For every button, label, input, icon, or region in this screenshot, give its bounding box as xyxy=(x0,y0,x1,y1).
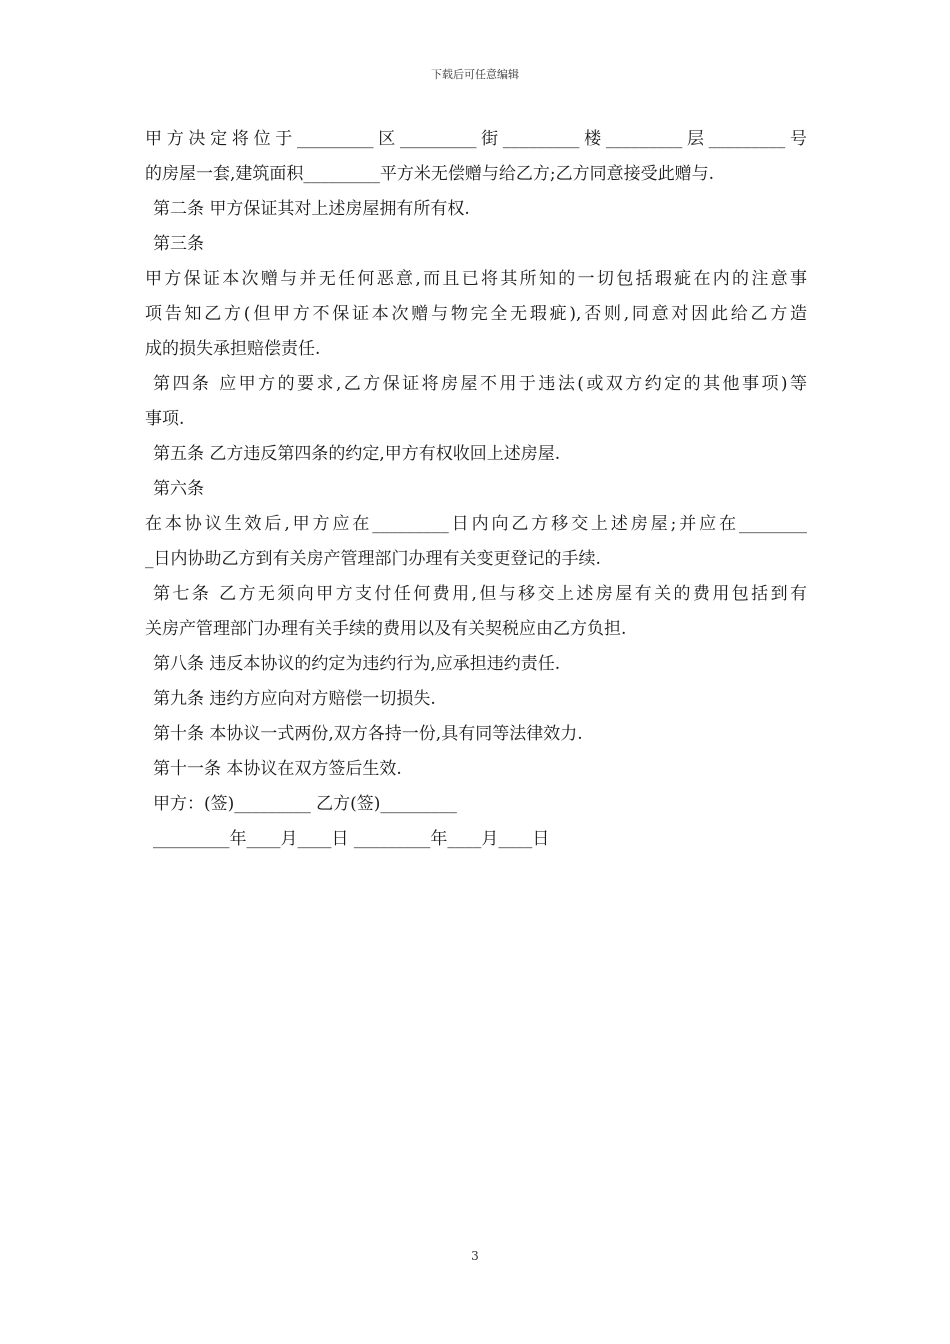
clause-line: 第八条 违反本协议的约定为违约行为,应承担违约责任. xyxy=(153,654,561,674)
clause-line: 第十一条 本协议在双方签后生效. xyxy=(153,759,402,779)
document-body xyxy=(145,122,807,857)
clause-line: 第四条 应甲方的要求,乙方保证将房屋不用于违法(或双方约定的其他事项)等 xyxy=(153,374,807,394)
page-header: 下载后可任意编辑 xyxy=(431,68,519,81)
clause-heading: 第三条 xyxy=(153,234,204,254)
paragraph-line: 的房屋一套,建筑面积_________平方米无偿赠与给乙方;乙方同意接受此赠与. xyxy=(145,164,715,184)
clause-line: 第五条 乙方违反第四条的约定,甲方有权收回上述房屋. xyxy=(153,444,561,464)
paragraph-line: 成的损失承担赔偿责任. xyxy=(145,339,321,359)
clause-line: 第九条 违约方应向对方赔偿一切损失. xyxy=(153,689,436,709)
date-line: _________年____月____日 _________年____月____日 xyxy=(153,829,550,849)
clause-line: 第二条 甲方保证其对上述房屋拥有所有权. xyxy=(153,199,470,219)
paragraph-line: 项告知乙方(但甲方不保证本次赠与物完全无瑕疵),否则,同意对因此给乙方造 xyxy=(145,304,807,324)
clause-line: 第十条 本协议一式两份,双方各持一份,具有同等法律效力. xyxy=(153,724,583,744)
paragraph-line: 在本协议生效后,甲方应在_________日内向乙方移交上述房屋;并应在________ xyxy=(145,514,807,534)
paragraph-line: 甲方保证本次赠与并无任何恶意,而且已将其所知的一切包括瑕疵在内的注意事 xyxy=(145,269,807,289)
page-number: 3 xyxy=(471,1249,479,1263)
paragraph-line: 关房产管理部门办理有关手续的费用以及有关契税应由乙方负担. xyxy=(145,619,627,639)
clause-heading: 第六条 xyxy=(153,479,204,499)
clause-line: 第七条 乙方无须向甲方支付任何费用,但与移交上述房屋有关的费用包括到有 xyxy=(153,584,807,604)
signature-line: 甲方：(签)_________ 乙方(签)_________ xyxy=(153,794,457,814)
paragraph-line: 甲方决定将位于_________区_________街_________楼_________层_________号 xyxy=(145,129,807,149)
paragraph-line: _日内协助乙方到有关房产管理部门办理有关变更登记的手续. xyxy=(145,549,601,569)
paragraph-line: 事项. xyxy=(145,409,185,429)
